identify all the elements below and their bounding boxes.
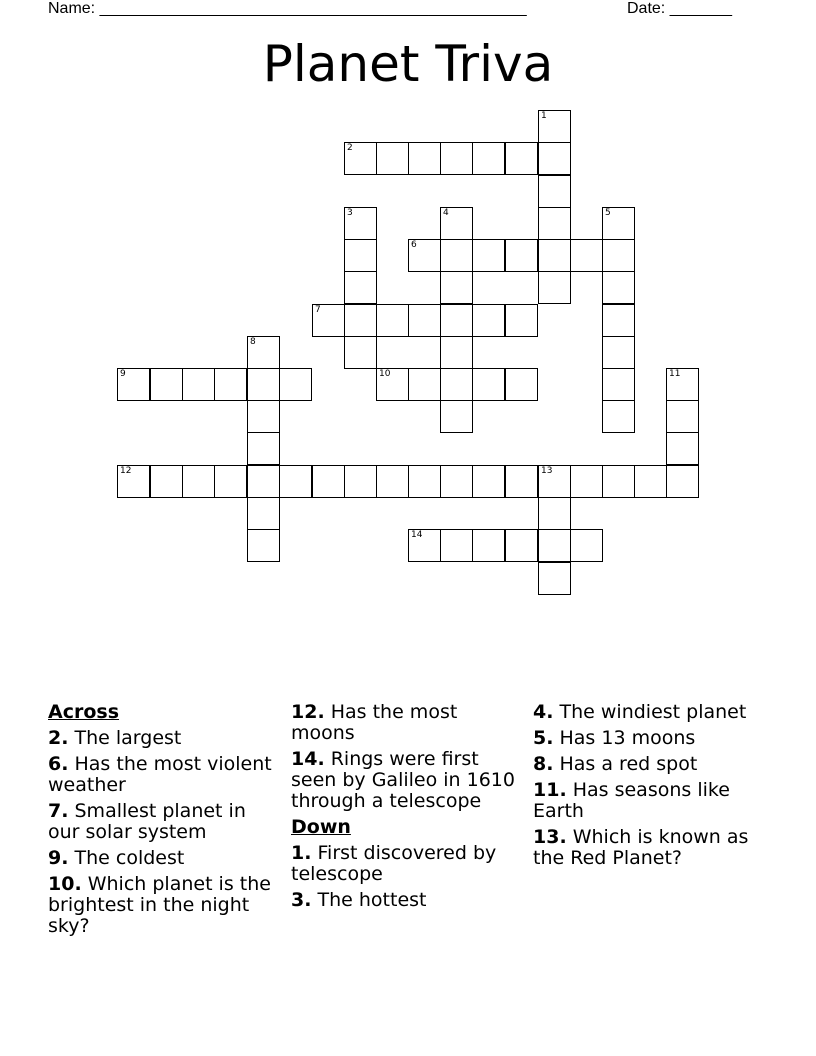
cell-number: 9 — [120, 369, 126, 379]
cell-number: 12 — [120, 466, 132, 476]
clue-across-7 — [48, 801, 280, 843]
cell-number: 6 — [411, 240, 417, 250]
crossword-cell[interactable] — [538, 497, 571, 530]
crossword-cell[interactable] — [505, 142, 538, 175]
crossword-cell[interactable] — [538, 142, 571, 175]
crossword-cell[interactable] — [344, 304, 377, 337]
crossword-cell[interactable] — [634, 465, 667, 498]
cell-number: 10 — [379, 369, 391, 379]
clue-text: Has the most violent weather — [48, 753, 272, 796]
crossword-cell[interactable] — [602, 207, 635, 240]
crossword-cell[interactable] — [602, 239, 635, 272]
crossword-cell[interactable] — [247, 497, 280, 530]
crossword-cell[interactable] — [344, 271, 377, 304]
crossword-cell[interactable] — [472, 529, 505, 562]
crossword-cell[interactable] — [247, 400, 280, 433]
clue-across-14 — [291, 749, 523, 812]
clue-number: 14. — [291, 748, 325, 770]
clue-down-1 — [291, 843, 523, 885]
crossword-cell[interactable] — [214, 368, 247, 401]
clue-number: 1. — [291, 842, 312, 864]
crossword-cell[interactable] — [150, 368, 183, 401]
crossword-cell[interactable] — [344, 207, 377, 240]
crossword-cell[interactable] — [538, 239, 571, 272]
clue-across-2 — [48, 728, 280, 749]
clue-text: First discovered by telescope — [291, 842, 497, 885]
clue-text: Has 13 moons — [559, 727, 696, 749]
crossword-cell[interactable] — [376, 368, 409, 401]
crossword-cell[interactable] — [117, 465, 150, 498]
cell-number: 7 — [315, 305, 321, 315]
crossword-cell[interactable] — [182, 465, 215, 498]
cell-number: 2 — [347, 143, 353, 153]
clue-text: Has seasons like Earth — [533, 779, 730, 822]
cell-number: 13 — [541, 466, 553, 476]
crossword-cell[interactable] — [505, 465, 538, 498]
crossword-cell[interactable] — [440, 529, 473, 562]
crossword-cell[interactable] — [440, 400, 473, 433]
clue-text: The hottest — [317, 889, 427, 911]
clue-number: 5. — [533, 727, 554, 749]
clue-text: Smallest planet in our solar system — [48, 800, 246, 843]
clue-down-8 — [533, 754, 765, 775]
clue-number: 3. — [291, 889, 312, 911]
name-field-label: Name: ________________________________________________ — [48, 0, 527, 17]
clue-number: 4. — [533, 701, 554, 723]
date-field-label: Date: _______ — [627, 0, 732, 17]
crossword-cell[interactable] — [570, 239, 603, 272]
crossword-cell[interactable] — [666, 400, 699, 433]
clue-down-5 — [533, 728, 765, 749]
crossword-cell[interactable] — [214, 465, 247, 498]
crossword-cell[interactable] — [505, 529, 538, 562]
crossword-cell[interactable] — [666, 432, 699, 465]
clue-text: Which planet is the brightest in the night sky? — [48, 873, 271, 937]
crossword-cell[interactable] — [472, 368, 505, 401]
crossword-cell[interactable] — [344, 142, 377, 175]
clue-text: Which is known as the Red Planet? — [533, 826, 749, 869]
crossword-cell[interactable] — [247, 529, 280, 562]
crossword-cell[interactable] — [408, 239, 441, 272]
crossword-cell[interactable] — [247, 368, 280, 401]
clue-number: 8. — [533, 753, 554, 775]
crossword-cell[interactable] — [472, 304, 505, 337]
crossword-cell[interactable] — [408, 465, 441, 498]
crossword-cell[interactable] — [440, 304, 473, 337]
crossword-cell[interactable] — [247, 336, 280, 369]
crossword-cell[interactable] — [602, 304, 635, 337]
clue-down-11 — [533, 780, 765, 822]
crossword-cell[interactable] — [440, 465, 473, 498]
crossword-cell[interactable] — [472, 142, 505, 175]
crossword-cell[interactable] — [376, 142, 409, 175]
crossword-cell[interactable] — [538, 465, 571, 498]
crossword-cell[interactable] — [408, 368, 441, 401]
crossword-cell[interactable] — [602, 465, 635, 498]
crossword-cell[interactable] — [344, 465, 377, 498]
clue-down-4 — [533, 702, 765, 723]
cell-number: 1 — [541, 111, 547, 121]
crossword-cell[interactable] — [440, 142, 473, 175]
crossword-cell[interactable] — [538, 110, 571, 143]
crossword-cell[interactable] — [344, 336, 377, 369]
across-heading: Across — [48, 701, 120, 723]
clue-across-12 — [291, 702, 523, 744]
crossword-cell[interactable] — [538, 175, 571, 208]
clue-text: Has a red spot — [559, 753, 698, 775]
crossword-cell[interactable] — [408, 529, 441, 562]
clue-text: Rings were first seen by Galileo in 1610 through a telescope — [291, 748, 515, 812]
crossword-cell[interactable] — [440, 336, 473, 369]
crossword-cell[interactable] — [408, 142, 441, 175]
clue-number: 10. — [48, 873, 82, 895]
crossword-cell[interactable] — [538, 271, 571, 304]
clue-number: 13. — [533, 826, 567, 848]
clues-column-1 — [48, 702, 280, 942]
crossword-cell[interactable] — [312, 465, 345, 498]
crossword-cell[interactable] — [247, 465, 280, 498]
crossword-cell[interactable] — [182, 368, 215, 401]
crossword-cell[interactable] — [117, 368, 150, 401]
crossword-cell[interactable] — [505, 304, 538, 337]
crossword-cell[interactable] — [505, 239, 538, 272]
clue-number: 7. — [48, 800, 69, 822]
clue-down-3 — [291, 890, 523, 911]
cell-number: 8 — [250, 337, 256, 347]
crossword-cell[interactable] — [312, 304, 345, 337]
clue-text: The windiest planet — [559, 701, 747, 723]
clue-number: 2. — [48, 727, 69, 749]
clue-down-13 — [533, 827, 765, 869]
cell-number: 4 — [443, 208, 449, 218]
clue-across-6 — [48, 754, 280, 796]
clues-column-3 — [533, 702, 765, 874]
crossword-cell[interactable] — [570, 529, 603, 562]
crossword-cell[interactable] — [602, 336, 635, 369]
clue-number: 6. — [48, 753, 69, 775]
cell-number: 5 — [605, 208, 611, 218]
clue-text: Has the most moons — [291, 701, 458, 744]
clue-text: The largest — [74, 727, 182, 749]
crossword-cell[interactable] — [538, 562, 571, 595]
crossword-cell[interactable] — [505, 368, 538, 401]
crossword-cell[interactable] — [472, 239, 505, 272]
crossword-cell[interactable] — [602, 400, 635, 433]
crossword-cell[interactable] — [570, 465, 603, 498]
crossword-cell[interactable] — [472, 465, 505, 498]
clues-column-2 — [291, 702, 523, 916]
crossword-cell[interactable] — [666, 368, 699, 401]
crossword-cell[interactable] — [602, 368, 635, 401]
clue-text: The coldest — [74, 847, 185, 869]
clue-number: 9. — [48, 847, 69, 869]
crossword-cell[interactable] — [538, 207, 571, 240]
crossword-cell[interactable] — [376, 465, 409, 498]
down-heading: Down — [291, 816, 351, 838]
crossword-cell[interactable] — [440, 239, 473, 272]
crossword-cell[interactable] — [279, 465, 312, 498]
clue-across-10 — [48, 874, 280, 937]
crossword-cell[interactable] — [602, 271, 635, 304]
crossword-cell[interactable] — [344, 239, 377, 272]
cell-number: 11 — [669, 369, 681, 379]
crossword-cell[interactable] — [247, 432, 280, 465]
cell-number: 14 — [411, 530, 423, 540]
crossword-cell[interactable] — [666, 465, 699, 498]
clue-across-9 — [48, 848, 280, 869]
clue-number: 11. — [533, 779, 567, 801]
crossword-cell[interactable] — [440, 207, 473, 240]
crossword-cell[interactable] — [376, 304, 409, 337]
crossword-cell[interactable] — [279, 368, 312, 401]
crossword-cell[interactable] — [440, 368, 473, 401]
page-title: Planet Triva — [262, 35, 554, 93]
crossword-cell[interactable] — [538, 529, 571, 562]
crossword-cell[interactable] — [440, 271, 473, 304]
clue-number: 12. — [291, 701, 325, 723]
cell-number: 3 — [347, 208, 353, 218]
crossword-cell[interactable] — [408, 304, 441, 337]
crossword-cell[interactable] — [150, 465, 183, 498]
